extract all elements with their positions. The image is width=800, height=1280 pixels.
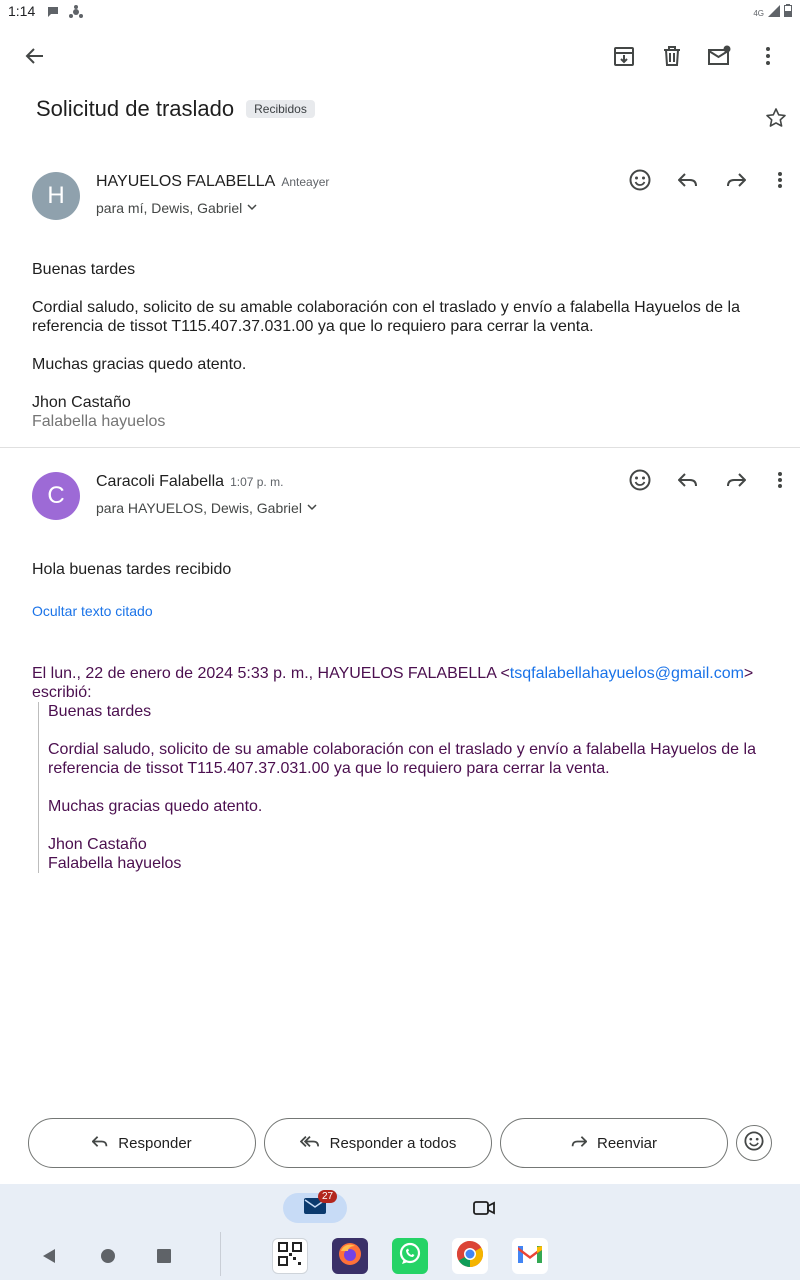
mark-unread-icon bbox=[708, 45, 732, 67]
taskbar-divider bbox=[220, 1232, 221, 1276]
reply-button[interactable] bbox=[668, 160, 708, 200]
page-title: Solicitud de traslado bbox=[36, 96, 235, 121]
qr-scanner-app[interactable] bbox=[272, 1238, 308, 1274]
reply-all-label: Responder a todos bbox=[329, 1134, 457, 1152]
message-body bbox=[32, 560, 772, 598]
whatsapp-app[interactable] bbox=[392, 1238, 428, 1274]
emoji-icon bbox=[629, 169, 651, 191]
message-header bbox=[96, 173, 329, 191]
quoted-message bbox=[32, 664, 772, 873]
vpn-icon bbox=[68, 5, 84, 24]
forward-icon bbox=[726, 172, 746, 188]
chevron-down-icon bbox=[306, 500, 318, 516]
unread-count-badge: 27 bbox=[318, 1190, 337, 1203]
emoji-reaction-button[interactable] bbox=[736, 1125, 772, 1161]
status-time: 1:14 bbox=[8, 3, 36, 19]
gmail-app[interactable] bbox=[512, 1238, 548, 1274]
gmail-icon bbox=[517, 1244, 543, 1269]
qr-code-icon bbox=[277, 1241, 303, 1272]
star-button[interactable] bbox=[756, 98, 796, 138]
signal-icon bbox=[768, 4, 780, 22]
body-paragraph: Hola buenas tardes recibido bbox=[32, 561, 232, 578]
reply-icon bbox=[678, 172, 698, 188]
recipients-toggle[interactable] bbox=[96, 200, 258, 216]
quote-signature-name: Jhon Castaño bbox=[48, 836, 147, 853]
battery-icon bbox=[784, 4, 792, 22]
message-body bbox=[32, 260, 772, 431]
message-more-button[interactable] bbox=[760, 160, 800, 200]
sender-name: HAYUELOS FALABELLA bbox=[96, 173, 276, 190]
home-nav-button[interactable] bbox=[100, 1248, 116, 1269]
add-reaction-button[interactable] bbox=[620, 460, 660, 500]
recipients-text: para mí, Dewis, Gabriel bbox=[96, 200, 243, 216]
reply-label: Responder bbox=[118, 1134, 192, 1152]
forward-icon bbox=[571, 1135, 587, 1152]
quote-paragraph: Cordial saludo, solicito de su amable colaboración con el traslado y envío a falabella Hayuelos de la referencia de tissot T115.407.37.031.00 ya que lo requiero para cerrar la venta. bbox=[48, 741, 756, 777]
recipients-toggle[interactable] bbox=[96, 500, 318, 516]
forward-label: Reenviar bbox=[596, 1134, 658, 1152]
message-time: 1:07 p. m. bbox=[230, 475, 284, 489]
message-header bbox=[96, 473, 283, 491]
archive-button[interactable] bbox=[604, 36, 644, 76]
reply-all-action-button[interactable] bbox=[264, 1118, 492, 1168]
chrome-icon bbox=[456, 1240, 484, 1273]
star-icon bbox=[765, 107, 787, 129]
quote-paragraph: Muchas gracias quedo atento. bbox=[48, 798, 263, 815]
emoji-icon bbox=[744, 1131, 764, 1156]
firefox-app[interactable] bbox=[332, 1238, 368, 1274]
triangle-back-icon bbox=[40, 1252, 58, 1269]
sender-avatar[interactable]: H bbox=[32, 172, 80, 220]
mark-unread-button[interactable] bbox=[700, 36, 740, 76]
message-divider bbox=[0, 447, 800, 448]
sender-avatar[interactable]: C bbox=[32, 472, 80, 520]
recipients-text: para HAYUELOS, Dewis, Gabriel bbox=[96, 500, 302, 516]
body-paragraph: Buenas tardes bbox=[32, 261, 136, 278]
delete-button[interactable] bbox=[652, 36, 692, 76]
inbox-label-chip[interactable]: Recibidos bbox=[246, 100, 315, 118]
emoji-icon bbox=[629, 469, 651, 491]
mail-nav-button[interactable] bbox=[283, 1193, 347, 1223]
back-nav-button[interactable] bbox=[40, 1247, 58, 1270]
quote-signature-org: Falabella hayuelos bbox=[48, 855, 182, 872]
sender-name: Caracoli Falabella bbox=[96, 473, 225, 490]
signature-org: Falabella hayuelos bbox=[32, 413, 166, 430]
more-vert-icon bbox=[777, 471, 783, 489]
delete-icon bbox=[662, 45, 682, 67]
reply-button[interactable] bbox=[668, 460, 708, 500]
body-paragraph: Cordial saludo, solicito de su amable colaboración con el traslado y envío a falabella Hayuelos de la referencia de tissot T115.407.37.031.00 ya que lo requiero para cerrar la venta. bbox=[32, 299, 740, 335]
chrome-app[interactable] bbox=[452, 1238, 488, 1274]
firefox-icon bbox=[337, 1241, 363, 1272]
quote-header-line2: escribió: bbox=[32, 684, 92, 701]
quote-block bbox=[38, 702, 772, 873]
more-vert-icon bbox=[765, 46, 771, 66]
forward-action-button[interactable] bbox=[500, 1118, 728, 1168]
forward-button[interactable] bbox=[716, 160, 756, 200]
more-vert-icon bbox=[777, 171, 783, 189]
network-type: 4G bbox=[753, 8, 764, 18]
reply-all-icon bbox=[300, 1135, 320, 1152]
video-camera-icon bbox=[473, 1200, 495, 1216]
chat-notification-icon bbox=[46, 5, 60, 24]
back-button[interactable] bbox=[15, 36, 55, 76]
whatsapp-icon bbox=[397, 1241, 423, 1272]
reply-icon bbox=[92, 1135, 108, 1152]
reply-icon bbox=[678, 472, 698, 488]
hide-quoted-text-link[interactable]: Ocultar texto citado bbox=[32, 603, 153, 619]
archive-icon bbox=[613, 45, 635, 67]
meet-nav-button[interactable] bbox=[464, 1188, 504, 1228]
quote-header: El lun., 22 de enero de 2024 5:33 p. m., HAYUELOS FALABELLA <tsqfalabellahayuelos@gmail.com> bbox=[32, 665, 754, 682]
chevron-down-icon bbox=[246, 200, 258, 216]
forward-icon bbox=[726, 472, 746, 488]
forward-button[interactable] bbox=[716, 460, 756, 500]
body-paragraph: Muchas gracias quedo atento. bbox=[32, 356, 247, 373]
add-reaction-button[interactable] bbox=[620, 160, 660, 200]
recents-nav-button[interactable] bbox=[156, 1248, 172, 1269]
signature-name: Jhon Castaño bbox=[32, 394, 131, 411]
quote-email-link[interactable]: tsqfalabellahayuelos@gmail.com bbox=[509, 665, 744, 682]
message-time: Anteayer bbox=[281, 175, 330, 189]
arrow-back-icon bbox=[25, 46, 45, 66]
message-more-button[interactable] bbox=[760, 460, 800, 500]
circle-home-icon bbox=[100, 1251, 116, 1268]
quote-paragraph: Buenas tardes bbox=[48, 703, 152, 720]
more-options-button[interactable] bbox=[748, 36, 788, 76]
reply-action-button[interactable] bbox=[28, 1118, 256, 1168]
square-recents-icon bbox=[156, 1251, 172, 1268]
thread-header bbox=[36, 96, 315, 122]
